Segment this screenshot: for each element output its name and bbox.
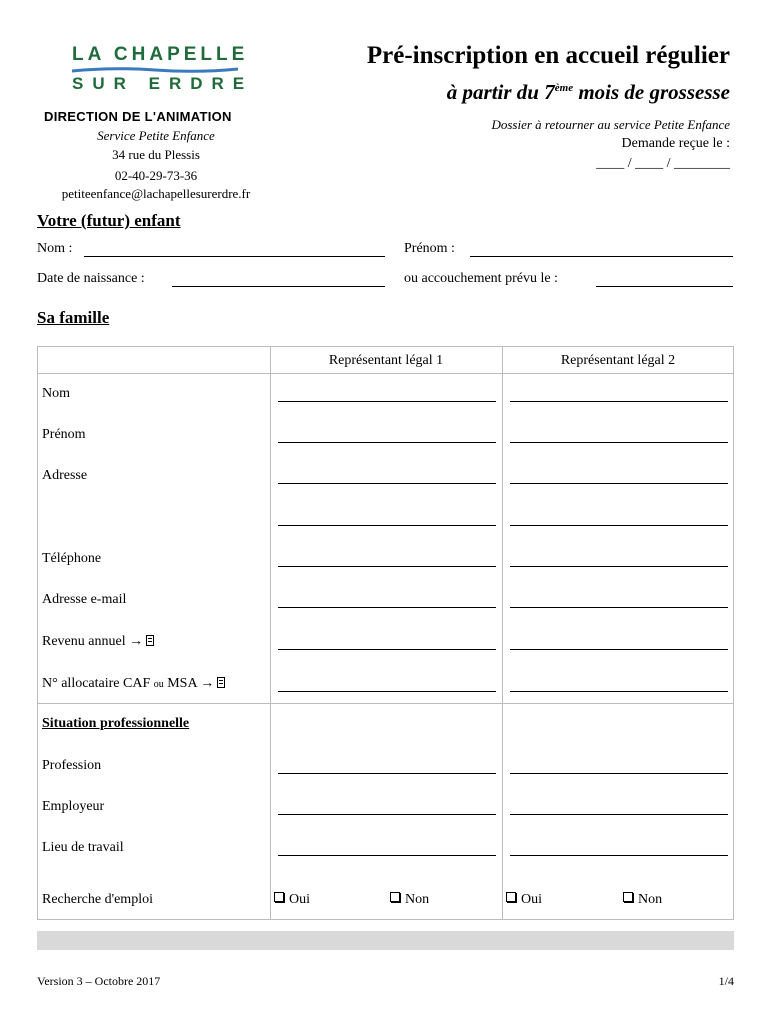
page-subtitle: à partir du 7ème mois de grossesse — [446, 80, 730, 104]
direction-heading: DIRECTION DE L'ANIMATION — [44, 109, 232, 124]
rep1-prenom-field[interactable] — [278, 442, 496, 443]
rep1-employeur-field[interactable] — [278, 814, 496, 815]
rep2-lieu-field[interactable] — [510, 855, 728, 856]
row-label-revenu: Revenu annuel → — [42, 634, 154, 650]
rep2-nom-field[interactable] — [510, 401, 728, 402]
org-email[interactable]: petiteenfance@lachapellesurerdre.fr — [61, 186, 251, 201]
col-header-rep2: Représentant légal 2 — [560, 353, 676, 368]
rep2-telephone-field[interactable] — [510, 566, 728, 567]
rep2-revenu-field[interactable] — [510, 649, 728, 650]
rep2-adresse-field[interactable] — [510, 483, 728, 484]
rep2-adresse-field-2[interactable] — [510, 525, 728, 526]
rep1-adresse-field[interactable] — [278, 483, 496, 484]
row-label-adresse: Adresse — [42, 468, 88, 483]
child-due-field[interactable] — [596, 286, 733, 287]
rep1-adresse-field-2[interactable] — [278, 525, 496, 526]
row-label-caf: N° allocataire CAF ou MSA → — [42, 676, 225, 692]
received-date-field[interactable]: ____ / ____ / ________ — [596, 156, 730, 171]
rep2-email-field[interactable] — [510, 607, 728, 608]
rep2-employeur-field[interactable] — [510, 814, 728, 815]
table-divider — [38, 373, 733, 374]
logo — [72, 44, 254, 102]
rep1-profession-field[interactable] — [278, 773, 496, 774]
pro-section-title: Situation professionnelle — [42, 716, 190, 731]
row-label-email: Adresse e-mail — [42, 592, 127, 607]
org-phone: 02-40-29-73-36 — [114, 168, 198, 183]
table-divider — [270, 347, 271, 919]
logo-wave-icon — [72, 66, 238, 74]
document-icon — [217, 677, 225, 688]
rep1-telephone-field[interactable] — [278, 566, 496, 567]
document-icon — [146, 635, 154, 646]
row-label-profession: Profession — [42, 758, 102, 773]
rep1-oui-checkbox[interactable]: Oui — [274, 892, 310, 908]
org-address: 34 rue du Plessis — [112, 147, 200, 162]
child-prenom-label: Prénom : — [404, 241, 455, 256]
family-table — [37, 346, 734, 920]
rep2-oui-checkbox[interactable]: Oui — [506, 892, 542, 908]
grey-separator-bar — [37, 931, 734, 950]
rep2-prenom-field[interactable] — [510, 442, 728, 443]
child-nom-field[interactable] — [84, 256, 385, 257]
logo-line-1: LA CHAPELLE — [72, 44, 249, 65]
received-label: Demande reçue le : — [621, 136, 730, 151]
row-label-nom: Nom — [42, 386, 70, 401]
child-prenom-field[interactable] — [470, 256, 733, 257]
footer-page-number: 1/4 — [718, 974, 734, 988]
rep1-email-field[interactable] — [278, 607, 496, 608]
rep1-lieu-field[interactable] — [278, 855, 496, 856]
row-label-employeur: Employeur — [42, 799, 105, 814]
rep2-caf-field[interactable] — [510, 691, 728, 692]
rep1-nom-field[interactable] — [278, 401, 496, 402]
child-nom-label: Nom : — [37, 241, 73, 256]
table-divider — [502, 347, 503, 919]
rep1-non-checkbox[interactable]: Non — [390, 892, 429, 908]
service-name: Service Petite Enfance — [97, 128, 215, 143]
row-label-prenom: Prénom — [42, 427, 86, 442]
page-title: Pré-inscription en accueil régulier — [366, 42, 730, 69]
family-section-title: Sa famille — [37, 308, 110, 327]
rep1-caf-field[interactable] — [278, 691, 496, 692]
row-label-recherche: Recherche d'emploi — [42, 892, 153, 907]
col-header-rep1: Représentant légal 1 — [328, 353, 444, 368]
checkbox-icon — [390, 892, 400, 902]
child-section-title: Votre (futur) enfant — [37, 211, 181, 230]
table-divider — [38, 703, 733, 704]
checkbox-icon — [274, 892, 284, 902]
row-label-lieu: Lieu de travail — [42, 840, 124, 855]
child-due-label: ou accouchement prévu le : — [404, 271, 558, 286]
rep2-non-checkbox[interactable]: Non — [623, 892, 662, 908]
rep1-revenu-field[interactable] — [278, 649, 496, 650]
child-dob-label: Date de naissance : — [37, 271, 145, 286]
row-label-telephone: Téléphone — [42, 551, 102, 566]
logo-line-2: SUR ERDRE — [72, 74, 254, 93]
return-instruction: Dossier à retourner au service Petite Enfance — [491, 117, 730, 132]
footer-version: Version 3 – Octobre 2017 — [37, 974, 161, 988]
rep2-profession-field[interactable] — [510, 773, 728, 774]
checkbox-icon — [623, 892, 633, 902]
child-dob-field[interactable] — [172, 286, 385, 287]
checkbox-icon — [506, 892, 516, 902]
